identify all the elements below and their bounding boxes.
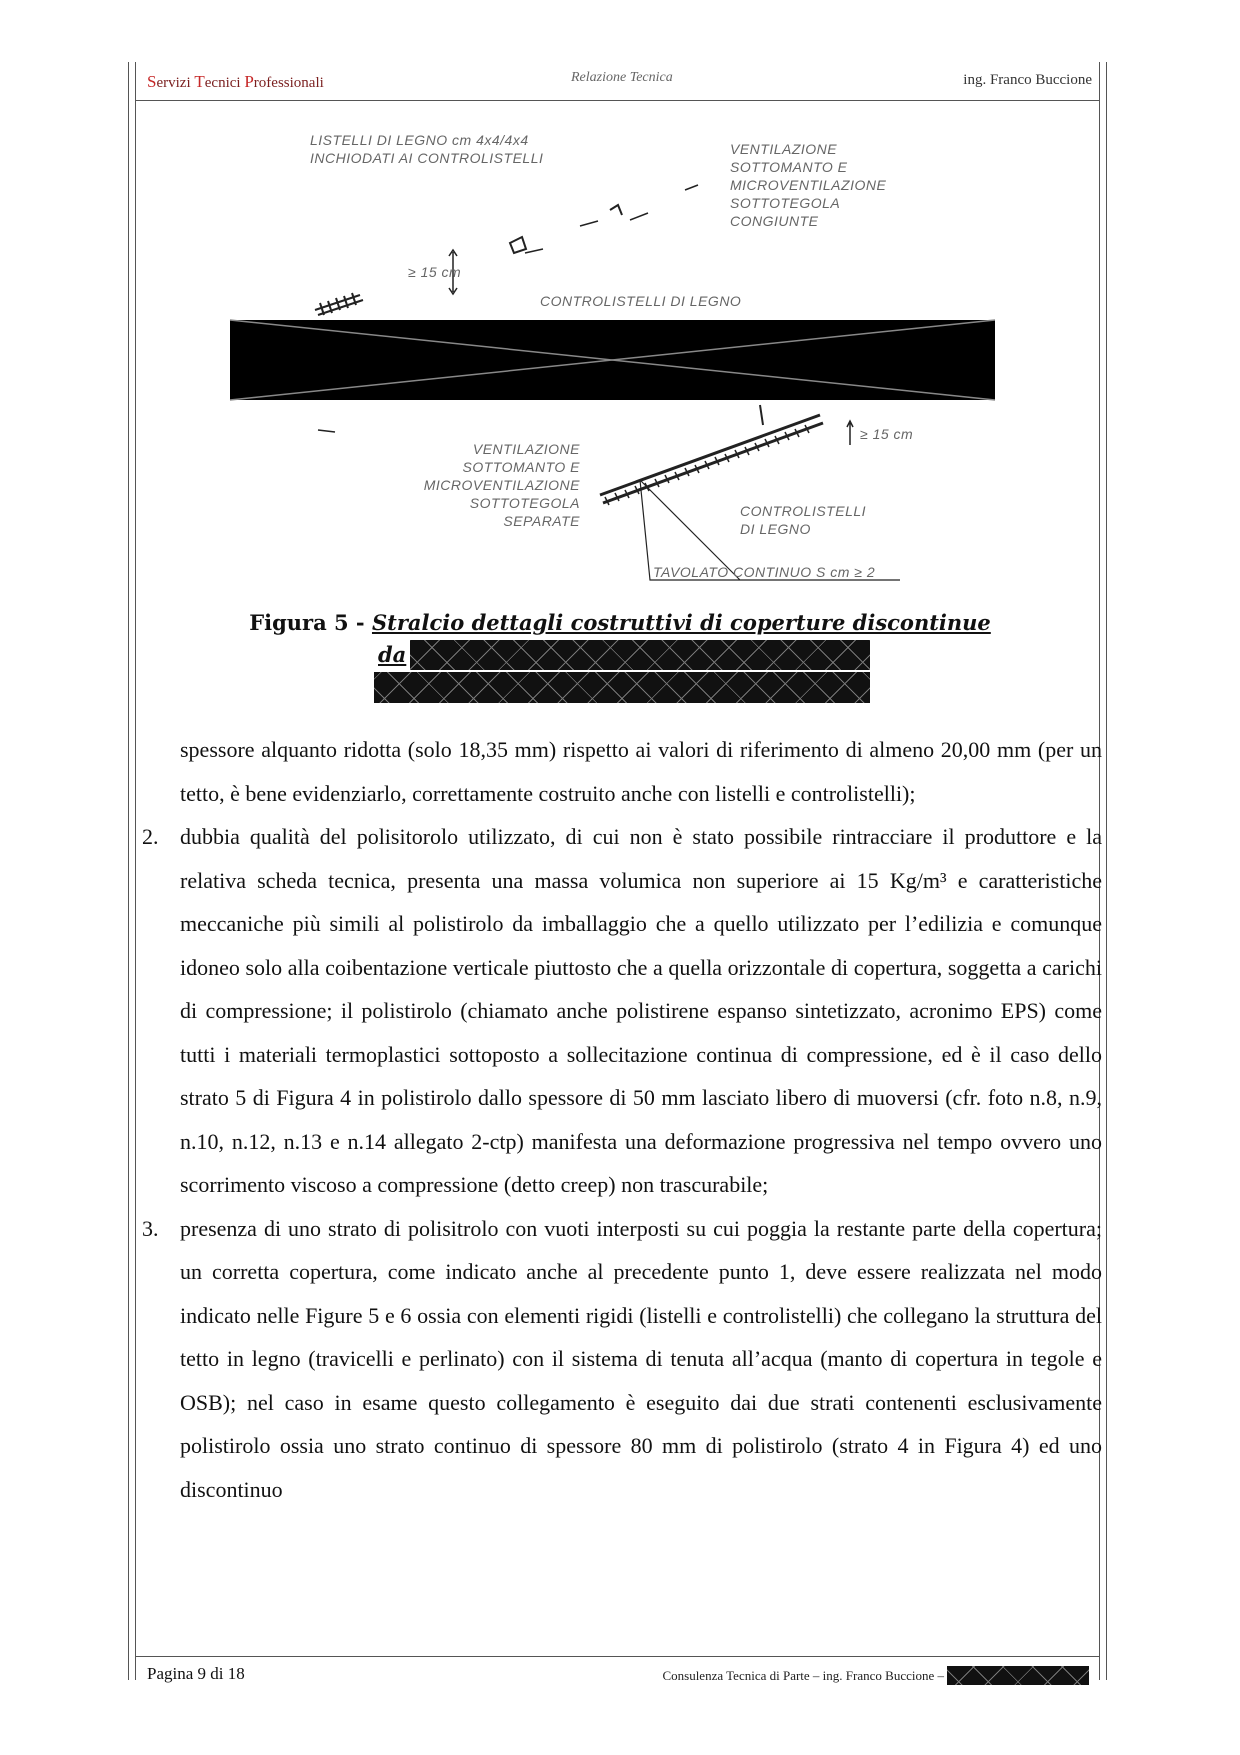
footer-redaction: [947, 1666, 1089, 1685]
figure-drawing: [220, 125, 1020, 595]
construction-detail-figure: [220, 125, 1020, 595]
caption-redaction-1: [410, 640, 870, 670]
label-controlistelli-bottom: CONTROLISTELLI DI LEGNO: [740, 503, 867, 537]
header-rule: [135, 100, 1099, 101]
body-text: [142, 728, 1102, 1511]
footer-author: Consulenza Tecnica di Parte – ing. Franco Buccione –: [662, 1668, 944, 1683]
continuation-paragraph: spessore alquanto ridotta (solo 18,35 mm) rispetto ai valori di riferimento di almeno 20,00 mm (per un tetto, è bene evidenziarlo, correttamente costruito anche con listelli e controlistelli);: [180, 737, 1102, 806]
list-item: [142, 1207, 1102, 1512]
page-header: [147, 70, 1092, 96]
footer-rule: [135, 1656, 1099, 1657]
header-right: ing. Franco Buccione: [963, 72, 1092, 88]
header-center: Relazione Tecnica: [571, 70, 673, 85]
crossed-section: [230, 320, 995, 400]
list-item-text: presenza di uno strato di polisitrolo con vuoti interposti su cui poggia la restante parte della copertura; un corretta copertura, come indicato anche al precedente punto 1, deve essere realizzata nel modo indicato nelle Figure 5 e 6 ossia con elementi rigidi (listelli e controlistelli) che collegano la struttura del tetto in legno (travicelli e perlinato) con il sistema di tenuta all’acqua (manto di copertura in tegole e OSB); nel caso in esame questo collegamento è eseguito dai due strati contenenti esclusivamente polistirolo ossia uno strato continuo di spessore 80 mm di polistirolo (strato 4 in Figura 4) ed uno discontinuo: [180, 1215, 1102, 1502]
page-number: Pagina 9 di 18: [147, 1664, 245, 1683]
label-ventilazione-separate: VENTILAZIONE SOTTOMANTO E MICROVENTILAZIONE SOTTOTEGOLA SEPARATE: [423, 441, 580, 529]
label-controlistelli-mid: CONTROLISTELLI DI LEGNO: [540, 293, 742, 309]
list-item-number: 2.: [142, 824, 159, 849]
frame-left-inner: [135, 62, 136, 1680]
caption-title: Stralcio dettagli costruttivi di coperture discontinue: [371, 610, 991, 635]
label-ventilazione-congiunte: VENTILAZIONE SOTTOMANTO E MICROVENTILAZIONE SOTTOTEGOLA CONGIUNTE: [730, 141, 887, 229]
header-left: Servizi Tecnici Professionali: [147, 72, 324, 91]
label-listelli: LISTELLI DI LEGNO cm 4x4/4x4 INCHIODATI AI CONTROLISTELLI: [310, 132, 544, 166]
label-spacing-bottom: ≥ 15 cm: [860, 426, 914, 442]
frame-left-outer: [128, 62, 129, 1680]
caption-line2: da: [378, 642, 407, 667]
list-item-text: dubbia qualità del polisitorolo utilizzato, di cui non è stato possibile rintracciare il produttore e la relativa scheda tecnica, presenta una massa volumica non superiore ai 15 Kg/m³ e caratteristiche meccaniche più simili al polistirolo da imballaggio che a quello utilizzato per l’edilizia e comunque idoneo solo alla coibentazione verticale piuttosto che a quella orizzontale di copertura, soggetta a carichi di compressione; il polistirolo (chiamato anche polistirene espanso sintetizzato, acronimo EPS) come tutti i materiali termoplastici sottoposto a sollecitazione continua di compressione, ed è il caso dello strato 5 di Figura 4 in polistirolo dallo spessore di 50 mm lasciato libero di muoversi (cfr. foto n.8, n.9, n.10, n.12, n.13 e n.14 allegato 2-ctp) manifesta una deformazione progressiva nel tempo ovvero uno scorrimento viscoso a compressione (detto creep) non trascurabile;: [180, 824, 1102, 1197]
frame-right-outer: [1106, 62, 1107, 1680]
label-spacing-top: ≥ 15 cm: [408, 264, 462, 280]
caption-redaction-2: [374, 672, 870, 703]
list-item: [142, 815, 1102, 1207]
list-item-number: 3.: [142, 1215, 159, 1241]
caption-prefix: Figura 5 -: [249, 610, 372, 635]
label-tavolato: TAVOLATO CONTINUO S cm ≥ 2: [653, 564, 876, 580]
figure-caption: [0, 610, 1240, 635]
